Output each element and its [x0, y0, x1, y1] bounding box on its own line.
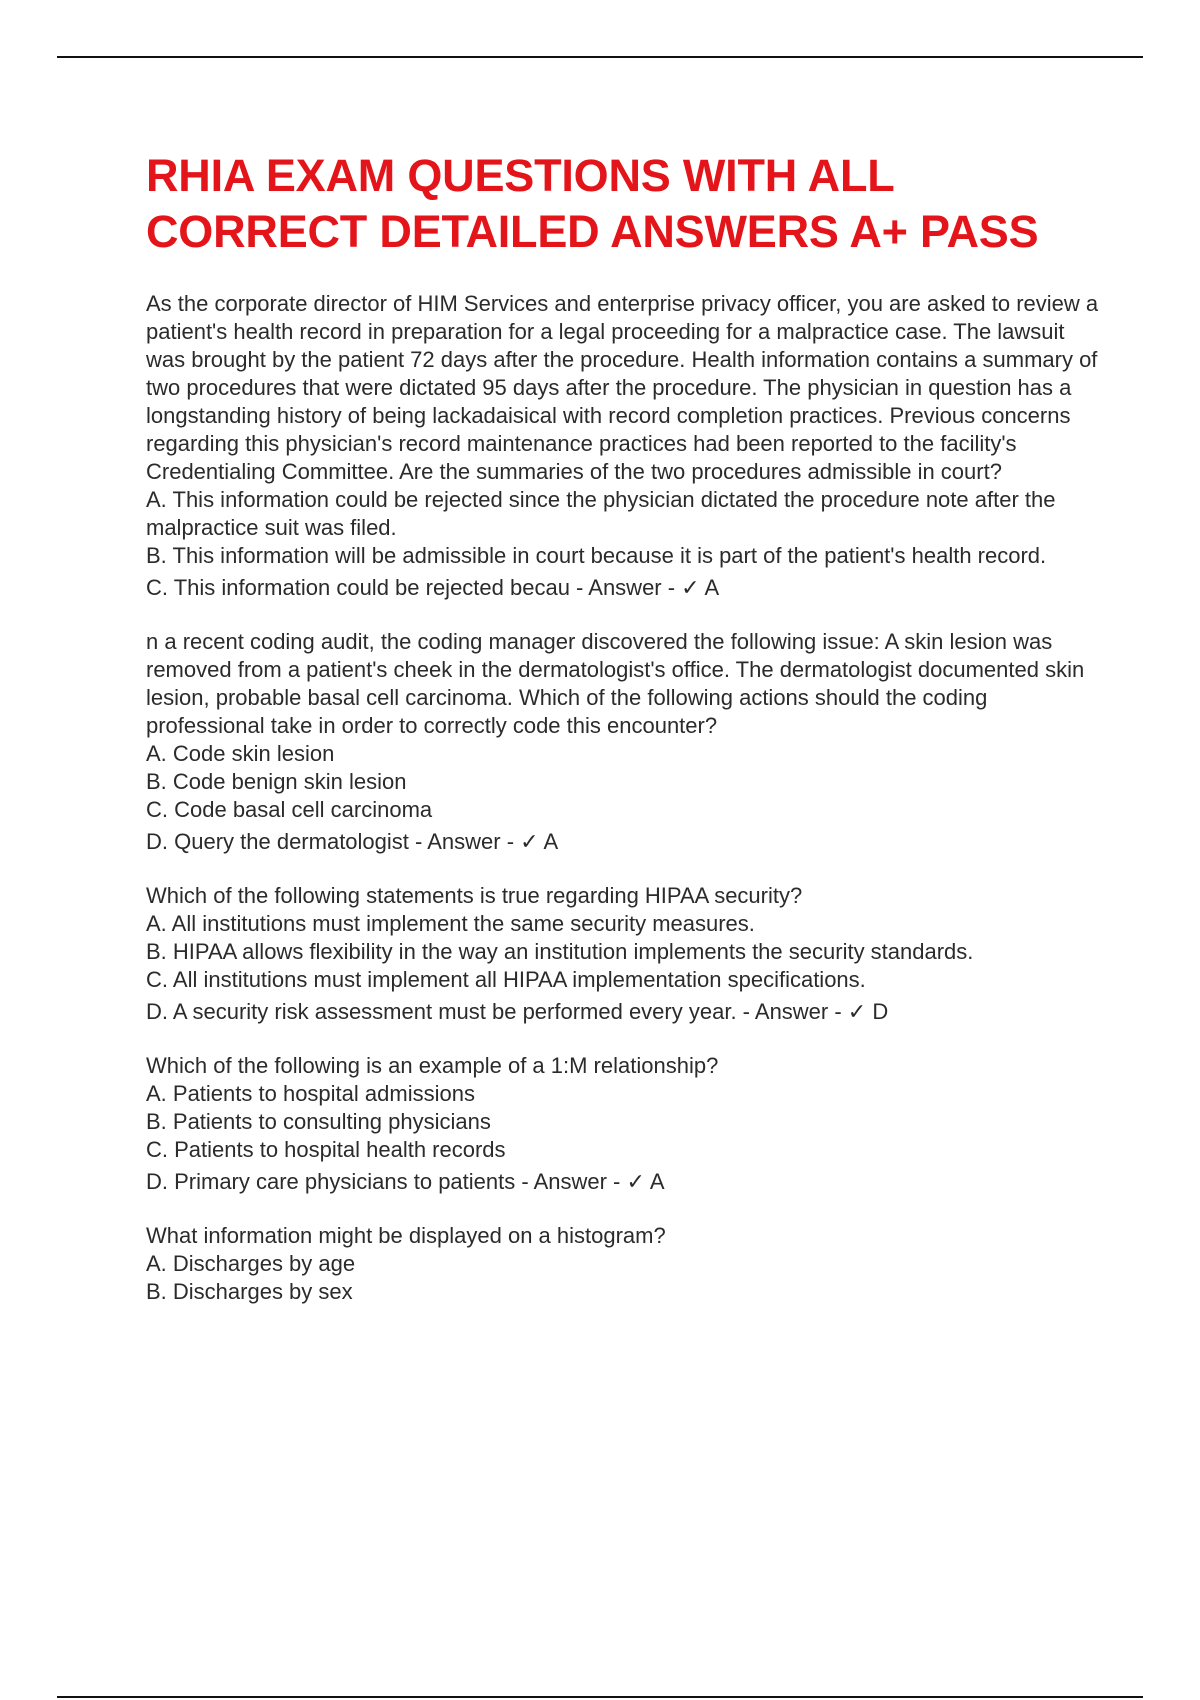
option-c: C. All institutions must implement all HIPAA implementation specifications.: [146, 967, 866, 992]
document-title: RHIA EXAM QUESTIONS WITH ALL CORRECT DETAILED ANSWERS A+ PASS: [146, 150, 1039, 257]
answer-line: D. Query the dermatologist - Answer - ✓ A: [146, 829, 559, 854]
question-text: Which of the following statements is true regarding HIPAA security?: [146, 883, 803, 908]
question-text: n a recent coding audit, the coding manager discovered the following issue: A skin lesion was removed from a patient's cheek in the dermatologist's office. The dermatologist documented skin lesion, probable basal cell carcinoma. Which of the following actions should the coding professional take in order to correctly code this encounter?: [146, 629, 1085, 738]
question-text: Which of the following is an example of a 1:M relationship?: [146, 1053, 719, 1078]
option-b: B. Discharges by sex: [146, 1279, 353, 1304]
question-4: [146, 1052, 1106, 1196]
question-1: [146, 290, 1106, 602]
question-text: What information might be displayed on a histogram?: [146, 1223, 666, 1248]
option-a: A. All institutions must implement the same security measures.: [146, 911, 755, 936]
option-a: A. Code skin lesion: [146, 741, 335, 766]
option-b: B. HIPAA allows flexibility in the way an institution implements the security standards.: [146, 939, 974, 964]
answer-line: C. This information could be rejected becau - Answer - ✓ A: [146, 575, 720, 600]
top-rule: [57, 56, 1143, 58]
option-b: B. Patients to consulting physicians: [146, 1109, 491, 1134]
question-3: [146, 882, 1106, 1026]
option-b: B. Code benign skin lesion: [146, 769, 407, 794]
answer-line: D. A security risk assessment must be performed every year. - Answer - ✓ D: [146, 999, 889, 1024]
question-text: As the corporate director of HIM Services and enterprise privacy officer, you are asked to review a patient's health record in preparation for a legal proceeding for a malpractice case. The lawsuit was brought by the patient 72 days after the procedure. Health information contains a summary of two procedures that were dictated 95 days after the procedure. The physician in question has a longstanding history of being lackadaisical with record completion practices. Previous concerns regarding this physician's record maintenance practices had been reported to the facility's Credentialing Committee. Are the summaries of the two procedures admissible in court?: [146, 291, 1099, 484]
option-a: A. Patients to hospital admissions: [146, 1081, 475, 1106]
document-body: [146, 148, 1106, 1332]
option-b: B. This information will be admissible in court because it is part of the patient's health record.: [146, 543, 1047, 568]
question-2: [146, 628, 1106, 856]
option-c: C. Code basal cell carcinoma: [146, 797, 433, 822]
question-5: [146, 1222, 1106, 1306]
option-a: A. Discharges by age: [146, 1251, 356, 1276]
option-a: A. This information could be rejected since the physician dictated the procedure note after the malpractice suit was filed.: [146, 487, 1056, 540]
answer-line: D. Primary care physicians to patients - Answer - ✓ A: [146, 1169, 665, 1194]
bottom-rule: [57, 1696, 1143, 1698]
option-c: C. Patients to hospital health records: [146, 1137, 506, 1162]
